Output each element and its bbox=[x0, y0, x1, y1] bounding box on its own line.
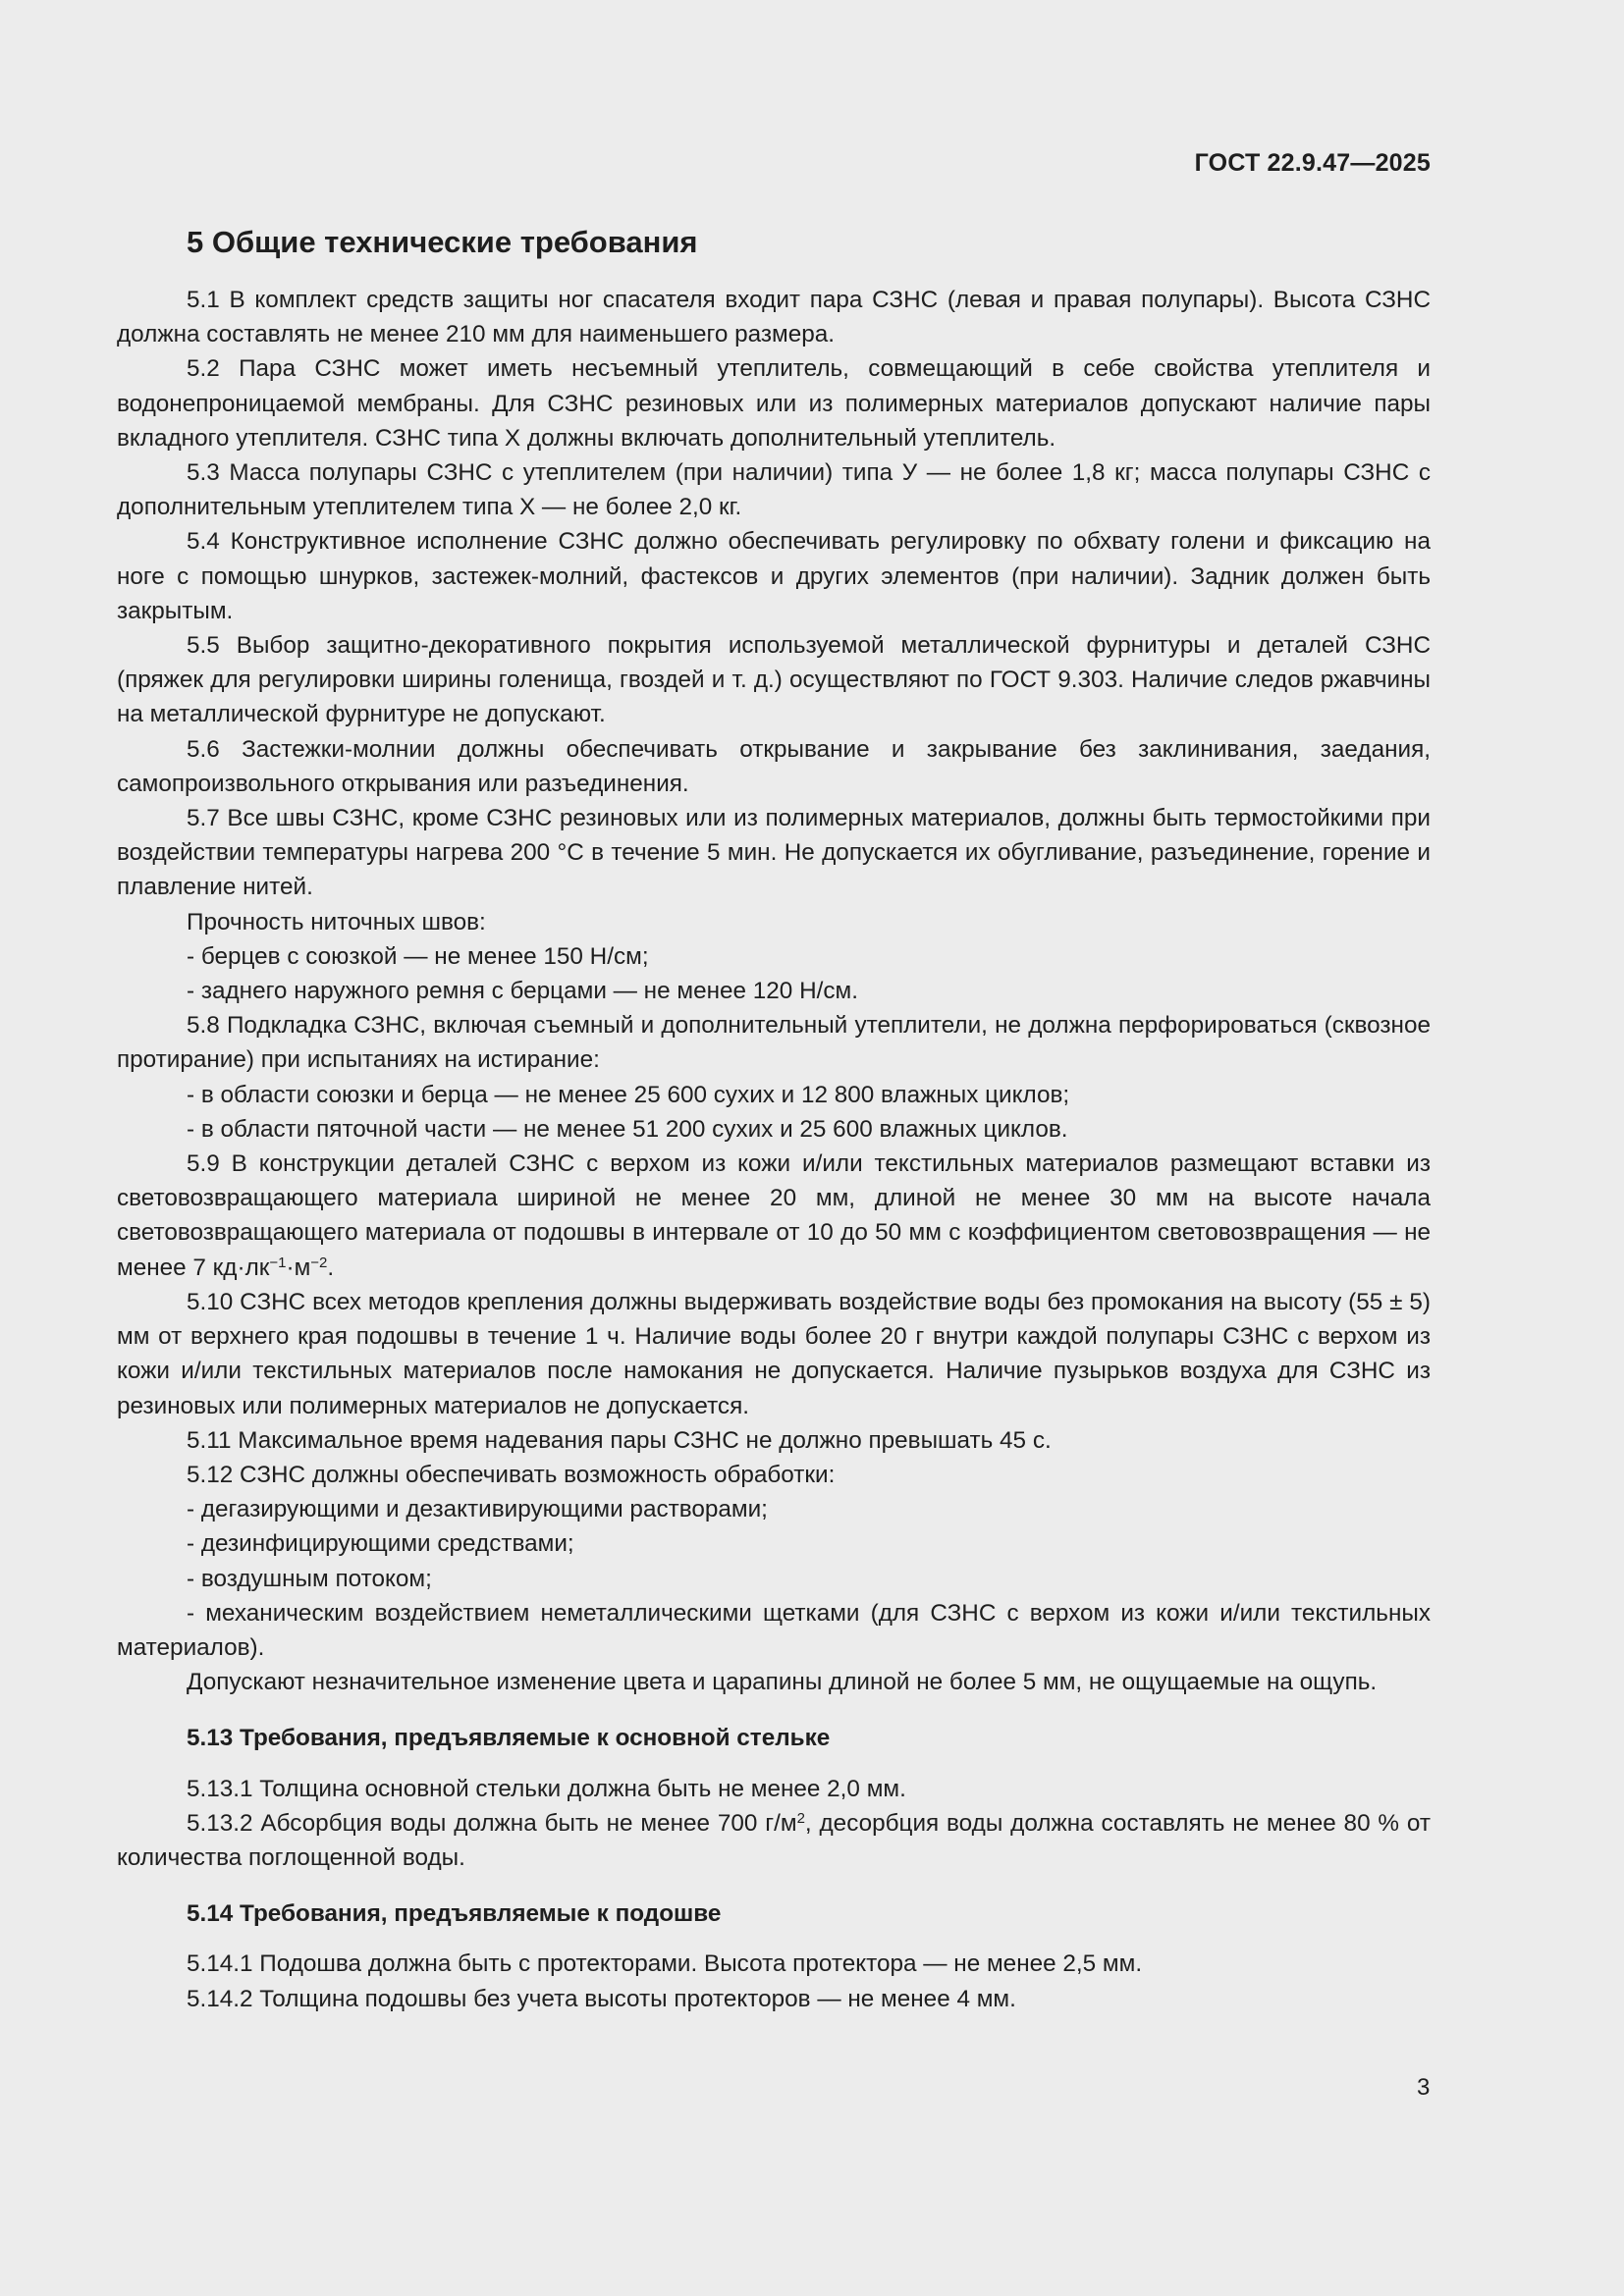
paragraph-5-6: 5.6 Застежки-молнии должны обеспечивать открывание и закрывание без заклинивания, заедания, самопроизвольного открывания или разъединения. bbox=[117, 735, 1431, 797]
paragraph-5-13-2-text: 5.13.2 Абсорбция воды должна быть не менее 700 г/м bbox=[187, 1809, 797, 1837]
exponent: −1 bbox=[269, 1254, 287, 1271]
list-item: - заднего наружного ремня с берцами — не менее 120 Н/см. bbox=[187, 978, 858, 1005]
seam-strength-intro: Прочность ниточных швов: bbox=[187, 908, 486, 935]
period: . bbox=[327, 1254, 335, 1281]
list-item: - в области пяточной части — не менее 51 200 сухих и 25 600 влажных циклов. bbox=[187, 1115, 1068, 1143]
subsection-heading-5-14: 5.14 Требования, предъявляемые к подошве bbox=[187, 1900, 722, 1928]
unit-text: ·м bbox=[286, 1254, 311, 1281]
paragraph-5-2: 5.2 Пара СЗНС может иметь несъемный утеплитель, совмещающий в себе свойства утеплителя и водонепроницаемой мембраны. Для СЗНС резиновых или из полимерных материалов допускают наличие пары вкладного утеплителя. СЗНС типа Х должны включать дополнительный утеплитель. bbox=[117, 355, 1431, 452]
exponent: −2 bbox=[310, 1254, 328, 1271]
paragraph-5-5: 5.5 Выбор защитно-декоративного покрытия используемой металлической фурнитуры и деталей СЗНС (пряжек для регулировки ширины голенища, гвоздей и т. д.) осуществляют по ГОСТ 9.303. Наличие следов ржавчины на металлической фурнитуре не допускают. bbox=[117, 632, 1431, 728]
list-item: - в области союзки и берца — не менее 25 600 сухих и 12 800 влажных циклов; bbox=[187, 1081, 1070, 1108]
paragraph-5-8: 5.8 Подкладка СЗНС, включая съемный и дополнительный утеплители, не должна перфорироваться (сквозное протирание) при испытаниях на истирание: bbox=[117, 1012, 1431, 1074]
paragraph-5-13-2 bbox=[117, 1806, 1431, 1875]
paragraph-5-3: 5.3 Масса полупары СЗНС с утеплителем (при наличии) типа У — не более 1,8 кг; масса полупары СЗНС с дополнительным утеплителем типа Х — не более 2,0 кг. bbox=[117, 459, 1431, 521]
document-number: ГОСТ 22.9.47—2025 bbox=[1194, 149, 1431, 177]
paragraph-5-12-note: Допускают незначительное изменение цвета и царапины длиной не более 5 мм, не ощущаемые на ощупь. bbox=[187, 1669, 1378, 1696]
paragraph-5-14-1: 5.14.1 Подошва должна быть с протекторами. Высота протектора — не менее 2,5 мм. bbox=[187, 1950, 1143, 1978]
paragraph-5-11: 5.11 Максимальное время надевания пары СЗНС не должно превышать 45 с. bbox=[187, 1426, 1052, 1454]
page-number: 3 bbox=[1417, 2074, 1431, 2101]
page-content bbox=[117, 222, 1431, 2016]
exponent: 2 bbox=[796, 1809, 805, 1827]
paragraph-5-1: 5.1 В комплект средств защиты ног спасателя входит пара СЗНС (левая и правая полупары). Высота СЗНС должна составлять не менее 210 мм для наименьшего размера. bbox=[117, 287, 1431, 348]
list-item: - дегазирующими и дезактивирующими растворами; bbox=[187, 1496, 768, 1523]
paragraph-5-9 bbox=[117, 1147, 1431, 1285]
list-item: - берцев с союзкой — не менее 150 Н/см; bbox=[187, 942, 649, 970]
paragraph-5-4: 5.4 Конструктивное исполнение СЗНС должно обеспечивать регулировку по обхвату голени и фиксацию на ноге с помощью шнурков, застежек-молний, фастексов и других элементов (при наличии). Задник должен быть закрытым. bbox=[117, 528, 1431, 624]
paragraph-5-13-1: 5.13.1 Толщина основной стельки должна быть не менее 2,0 мм. bbox=[187, 1775, 906, 1802]
paragraph-5-12: 5.12 СЗНС должны обеспечивать возможность обработки: bbox=[187, 1461, 836, 1488]
subsection-heading-5-13: 5.13 Требования, предъявляемые к основной стельке bbox=[187, 1725, 831, 1752]
list-item: - механическим воздействием неметаллическими щетками (для СЗНС с верхом из кожи и/или текстильных материалов). bbox=[117, 1599, 1431, 1661]
paragraph-5-9-text: 5.9 В конструкции деталей СЗНС с верхом из кожи и/или текстильных материалов размещают вставки из световозвращающего материала шириной не менее 20 мм, длиной не менее 30 мм на высоте начала световозвращающего материала от подошвы в интервале от 10 до 50 мм с коэффициентом световозвращения — не менее 7 кд·лк bbox=[117, 1150, 1431, 1281]
list-item: - дезинфицирующими средствами; bbox=[187, 1530, 574, 1558]
list-item: - воздушным потоком; bbox=[187, 1565, 432, 1592]
paragraph-5-7: 5.7 Все швы СЗНС, кроме СЗНС резиновых или из полимерных материалов, должны быть термостойкими при воздействии температуры нагрева 200 °С в течение 5 мин. Не допускается их обугливание, разъединение, горение и плавление нитей. bbox=[117, 805, 1431, 901]
paragraph-5-14-2: 5.14.2 Толщина подошвы без учета высоты протекторов — не менее 4 мм. bbox=[187, 1985, 1016, 2012]
section-title: 5 Общие технические требования bbox=[187, 225, 698, 259]
paragraph-5-13-2-rest: , десорбция воды должна составлять не менее 80 % от количества поглощенной воды. bbox=[117, 1809, 1431, 1871]
paragraph-5-10: 5.10 СЗНС всех методов крепления должны выдерживать воздействие воды без промокания на высоту (55 ± 5) мм от верхнего края подошвы в течение 1 ч. Наличие воды более 20 г внутри каждой полупары СЗНС с верхом из кожи и/или текстильных материалов после намокания не допускается. Наличие пузырьков воздуха для СЗНС из резиновых или полимерных материалов не допускается. bbox=[117, 1288, 1431, 1419]
